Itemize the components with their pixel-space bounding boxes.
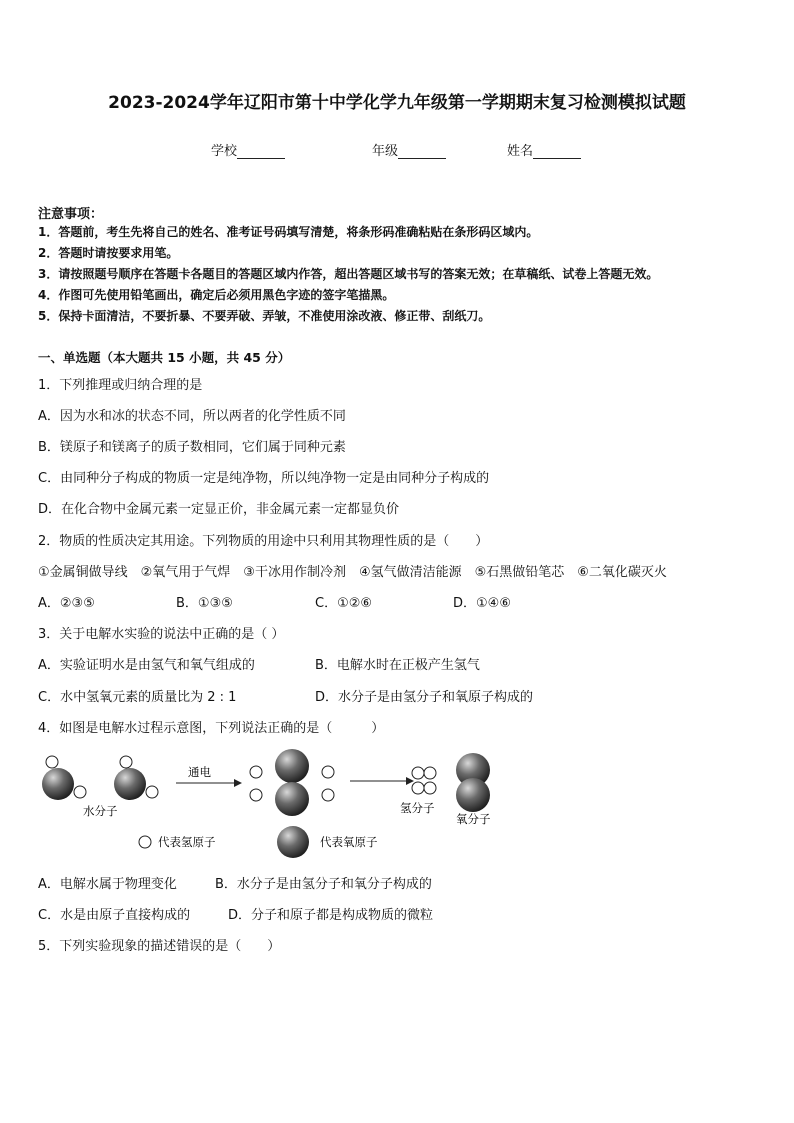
water-molecule-2 [114, 756, 158, 800]
electrolysis-diagram [38, 748, 508, 863]
arrow-combine-head [406, 777, 414, 785]
oxygen-molecule [456, 753, 490, 812]
question-1-stem: 1．下列推理或归纳合理的是 [38, 378, 203, 393]
school-field [211, 140, 285, 159]
question-3-option-b: B．电解水时在正极产生氢气 [315, 658, 480, 673]
question-1-option-c: C．由同种分子构成的物质一定是纯净物，所以纯净物一定是由同种分子构成的 [38, 471, 490, 486]
question-4-option-b: B．水分子是由氢分子和氧分子构成的 [215, 877, 432, 892]
question-1-option-d: D．在化合物中金属元素一定显正价，非金属元素一定都显负价 [38, 502, 400, 517]
student-info-row [0, 140, 794, 160]
question-1-option-b: B．镁原子和镁离子的质子数相同，它们属于同种元素 [38, 440, 346, 455]
notes-list [38, 222, 778, 327]
question-5-stem: 5．下列实验现象的描述错误的是（ ） [38, 939, 281, 954]
school-blank [237, 145, 285, 159]
grade-label: 年级 [372, 144, 399, 159]
hydrogen-molecules [412, 767, 436, 794]
note-item: 1．答题前，考生先将自己的姓名、准考证号码填写清楚，将条形码准确粘贴在条形码区域内。 [38, 225, 539, 239]
note-item: 2．答题时请按要求用笔。 [38, 246, 179, 260]
legend-oxygen-label: 代表氧原子 [320, 835, 378, 849]
electrolysis-diagram-svg [38, 748, 508, 863]
note-item: 4．作图可先使用铅笔画出，确定后必须用黑色字迹的签字笔描黑。 [38, 288, 395, 302]
question-1-option-a: A．因为水和冰的状态不同，所以两者的化学性质不同 [38, 409, 346, 424]
water-molecule-1 [42, 756, 86, 800]
label-hydrogen-molecule: 氢分子 [400, 801, 435, 815]
grade-field [372, 140, 446, 159]
separated-atoms [250, 749, 334, 816]
question-4-option-c: C．水是由原子直接构成的 [38, 908, 191, 923]
question-2-stem: 2．物质的性质决定其用途。下列物质的用途中只利用其物理性质的是（ ） [38, 534, 489, 549]
question-2-option-c: C．①②⑥ [315, 596, 373, 611]
section-heading: 一、单选题（本大题共 15 小题，共 45 分） [38, 350, 291, 365]
grade-blank [398, 145, 446, 159]
label-water-molecule: 水分子 [83, 804, 118, 818]
page-title: 2023-2024学年辽阳市第十中学化学九年级第一学期期末复习检测模拟试题 [108, 93, 686, 113]
legend-hydrogen-atom-icon [139, 836, 151, 848]
name-field [507, 140, 581, 159]
legend-oxygen-atom-icon [277, 826, 309, 858]
question-4-option-a: A．电解水属于物理变化 [38, 877, 177, 892]
notes-heading: 注意事项： [38, 207, 104, 222]
label-electrify: 通电 [188, 765, 211, 779]
legend-hydrogen-label: 代表氢原子 [158, 835, 216, 849]
school-label: 学校 [211, 144, 238, 159]
name-label: 姓名 [507, 144, 534, 159]
question-3-option-d: D．水分子是由氢分子和氧原子构成的 [315, 690, 534, 705]
question-4-option-d: D．分子和原子都是构成物质的微粒 [228, 908, 434, 923]
question-2-option-a: A．②③⑤ [38, 596, 95, 611]
question-3-option-a: A．实验证明水是由氢气和氧气组成的 [38, 658, 255, 673]
label-oxygen-molecule: 氧分子 [456, 812, 491, 826]
question-3-stem: 3．关于电解水实验的说法中正确的是（ ） [38, 627, 285, 642]
arrow-electrify-head [234, 779, 242, 787]
question-2-uses: ①金属铜做导线 ②氧气用于气焊 ③干冰用作制冷剂 ④氢气做清洁能源 ⑤石黑做铅笔芯 ⑥二氧化碳灭火 [38, 565, 667, 580]
question-4-stem: 4．如图是电解水过程示意图，下列说法正确的是（ ） [38, 721, 385, 736]
name-blank [533, 145, 581, 159]
question-3-option-c: C．水中氢氧元素的质量比为 2 : 1 [38, 690, 237, 705]
note-item: 5．保持卡面清洁，不要折暴、不要弄破、弄皱，不准使用涂改液、修正带、刮纸刀。 [38, 309, 491, 323]
question-2-option-d: D．①④⑥ [453, 596, 511, 611]
note-item: 3．请按照题号顺序在答题卡各题目的答题区域内作答，超出答题区域书写的答案无效；在草稿纸、试卷上答题无效。 [38, 267, 659, 281]
question-2-option-b: B．①③⑤ [176, 596, 233, 611]
